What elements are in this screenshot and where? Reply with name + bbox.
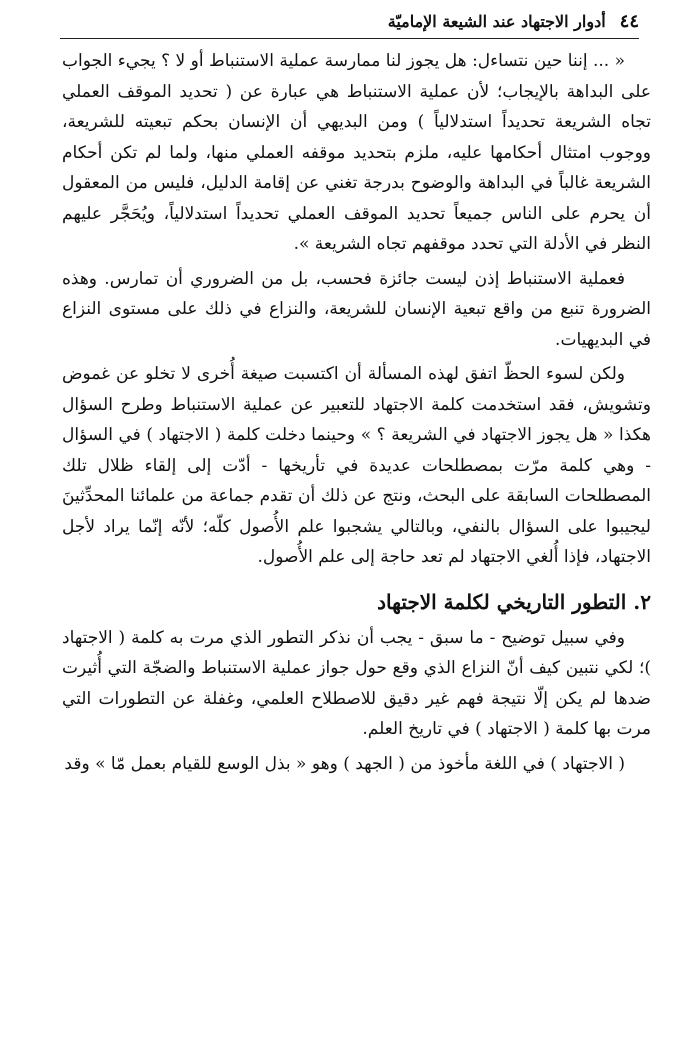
paragraph: وفي سبيل توضيح - ما سبق - يجب أن نذكر التطور الذي مرت به كلمة ( الاجتهاد )؛ لكي نتبين كيف أنّ النزاع الذي وقع حول جواز عملية الاستنباط والضجّة التي أُثيرت ضدها لم يكن إلّا نتيجة فهم غير دقيق للاصطلاح العلمي، وغفلة عن التطورات التي مرت بها كلمة ( الاجتهاد ) في تاريخ العلم. — [62, 627, 651, 739]
running-header — [60, 8, 639, 34]
page-number: ٤٤ — [619, 10, 639, 32]
paragraph: ولكن لسوء الحظّ اتفق لهذه المسألة أن اكتسبت صيغة أُخرى لا تخلو عن غموض وتشويش، فقد استخدمت كلمة الاجتهاد للتعبير عن عملية الاستنباط وطرح السؤال هكذا « هل يجوز الاجتهاد في الشريعة ؟ » وحينما دخلت كلمة ( الاجتهاد ) في السؤال - وهي كلمة مرّت بمصطلحات عديدة في تأريخها - أدّت إلى إلقاء ظلال تلك المصطلحات السابقة على البحث، ونتج عن ذلك أن تقدم جماعة من علمائنا المحدِّثينَ ليجيبوا على السؤال بالنفي، وبالتالي يشجبوا علم الأُصول كلّه؛ لأنّه إنّما يراد لأجل الاجتهاد، فإذا أُلغي الاجتهاد لم تعد حاجة إلى علم الأُصول. — [62, 364, 651, 567]
paragraph-quote: « ... إننا حين نتساءل: هل يجوز لنا ممارسة عملية الاستنباط أو لا ؟ يجيء الجواب على البداهة بالإيجاب؛ لأن عملية الاستنباط هي عبارة عن ( تحديد الموقف العملي تجاه الشريعة تحديداً استدلالياً ) ومن البديهي أن الإنسان بحكم تبعيته للشريعة، ووجوب امتثال أحكامها عليه، ملزم بتحديد موقفه العملي منها، ولما لم تكن أحكام الشريعة غالباً في البداهة والوضوح بدرجة تغني عن إقامة الدليل، فليس من المعقول أن يحرم على الناس جميعاً تحديد الموقف العملي تحديداً استدلالياً، ويُحَجَّر عليهم النظر في الأدلة التي تحدد موقفهم تجاه الشريعة ». — [62, 51, 651, 254]
paragraph: ( الاجتهاد ) في اللغة مأخوذ من ( الجهد ) وهو « بذل الوسع للقيام بعمل مّا » وقد — [64, 753, 625, 774]
paragraph: فعملية الاستنباط إذن ليست جائزة فحسب، بل من الضروري أن تمارس. وهذه الضرورة تنبع من واقع تبعية الإنسان للشريعة، والنزاع في ذلك على مستوى النزاع في البديهيات. — [62, 268, 651, 350]
body-text — [62, 46, 651, 779]
section-heading: ٢. التطور التاريخي لكلمة الاجتهاد — [377, 589, 651, 614]
running-title: أدوار الاجتهاد عند الشيعة الإماميّة — [387, 11, 606, 31]
header-divider — [60, 38, 639, 39]
